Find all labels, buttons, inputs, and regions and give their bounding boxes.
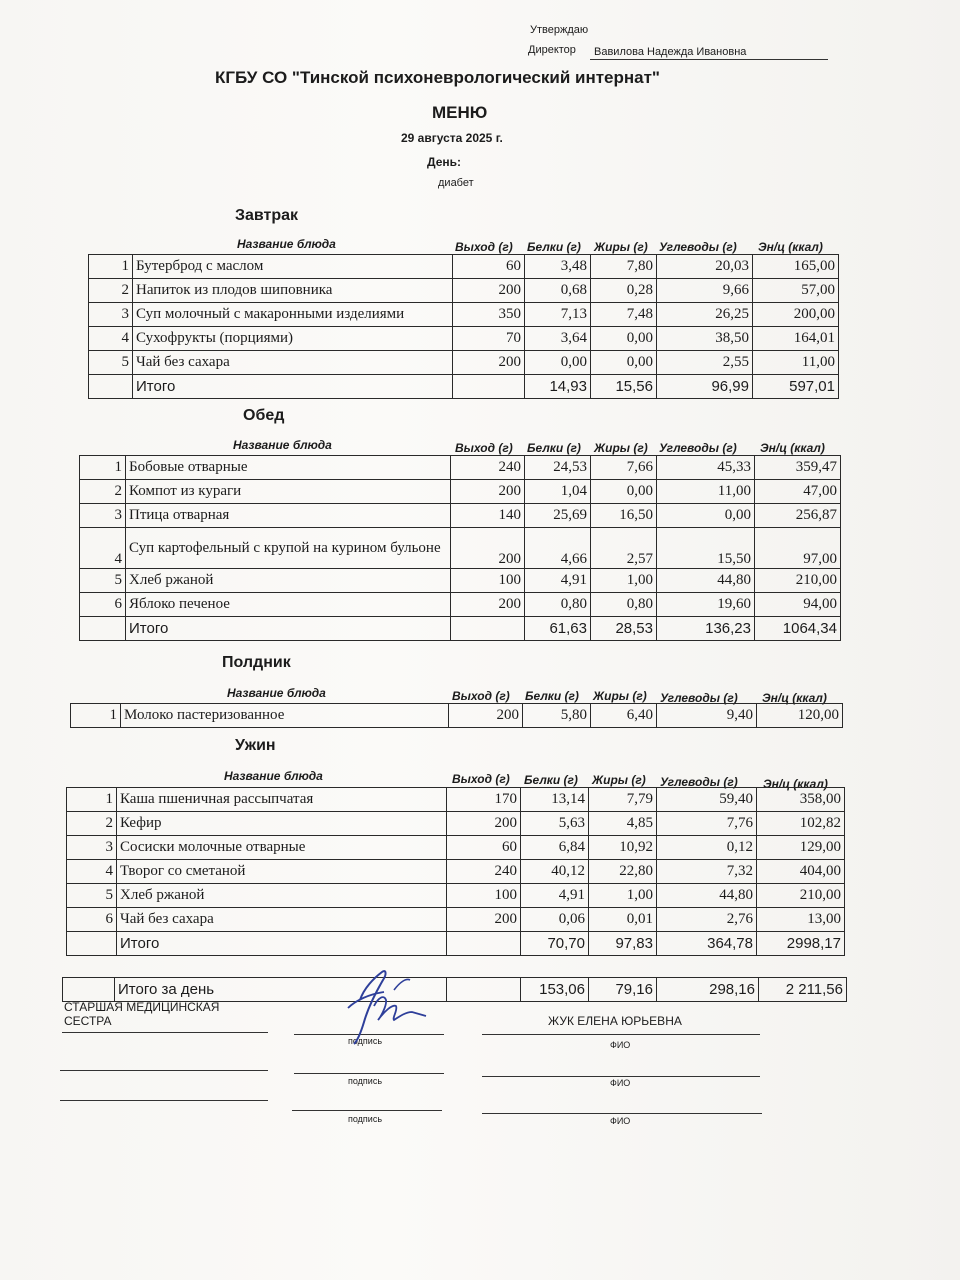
table-row [67,788,845,812]
dish-name: Бутерброд с маслом [133,255,453,279]
total-energy: 2998,17 [757,932,845,956]
total-row [80,617,841,641]
total-energy: 1064,34 [755,617,841,641]
dish-energy: 11,00 [753,351,839,375]
total-empty-cell [89,375,133,399]
dish-protein: 13,14 [521,788,589,812]
dish-name: Кефир [117,812,447,836]
table-row [89,303,839,327]
dish-fat: 0,00 [591,351,657,375]
dish-name: Хлеб ржаной [117,884,447,908]
dish-protein: 3,48 [525,255,591,279]
col-header-fat: Жиры (г) [592,773,646,787]
dish-energy: 57,00 [753,279,839,303]
dish-name: Суп молочный с макаронными изделиями [133,303,453,327]
dish-fat: 0,00 [591,480,657,504]
dish-energy: 165,00 [753,255,839,279]
row-number: 1 [71,704,121,728]
dish-out: 200 [447,908,521,932]
dish-carbs: 15,50 [657,528,755,569]
total-empty-cell [63,978,115,1002]
dish-carbs: 2,76 [657,908,757,932]
dish-carbs: 19,60 [657,593,755,617]
dish-protein: 4,91 [521,884,589,908]
dish-protein: 0,80 [525,593,591,617]
table-row [71,704,843,728]
table-row [80,456,841,480]
dish-out: 200 [453,279,525,303]
total-protein: 61,63 [525,617,591,641]
table-row [67,908,845,932]
total-label: Итого [117,932,447,956]
dish-name: Компот из кураги [126,480,451,504]
dish-carbs: 9,40 [657,704,757,728]
dish-name: Яблоко печеное [126,593,451,617]
table-row [67,836,845,860]
dish-carbs: 0,12 [657,836,757,860]
section-title-dinner: Ужин [235,737,276,754]
table-row [89,279,839,303]
dish-carbs: 0,00 [657,504,755,528]
row-number: 5 [67,884,117,908]
dish-name: Птица отварная [126,504,451,528]
signature-caption-2: подпись [348,1076,383,1086]
approve-label: Утверждаю [530,24,589,36]
dish-carbs: 59,40 [657,788,757,812]
director-underline [590,59,828,60]
dish-energy: 47,00 [755,480,841,504]
dish-name: Сосиски молочные отварные [117,836,447,860]
role-line-2 [60,1070,268,1071]
dish-protein: 6,84 [521,836,589,860]
total-row [67,932,845,956]
dish-fat: 0,28 [591,279,657,303]
dish-protein: 3,64 [525,327,591,351]
table-row [67,812,845,836]
dish-fat: 4,85 [589,812,657,836]
table-row [80,569,841,593]
dish-protein: 7,13 [525,303,591,327]
fio-caption-1: ФИО [610,1040,631,1050]
row-number: 4 [80,528,126,569]
dish-protein: 1,04 [525,480,591,504]
table-row [89,351,839,375]
dish-fat: 0,01 [589,908,657,932]
dish-carbs: 11,00 [657,480,755,504]
total-empty-cell [453,375,525,399]
table-row [89,327,839,351]
dish-carbs: 7,32 [657,860,757,884]
day-total-carbs: 298,16 [657,978,759,1002]
dish-energy: 164,01 [753,327,839,351]
dish-fat: 7,66 [591,456,657,480]
col-header-protein: Белки (г) [524,773,578,787]
table-row [80,504,841,528]
total-empty-cell [80,617,126,641]
organization-title: КГБУ СО "Тинской психоневрологический интернат" [215,68,660,87]
row-number: 4 [89,327,133,351]
dish-name: Сухофрукты (порциями) [133,327,453,351]
dish-carbs: 26,25 [657,303,753,327]
col-header-protein: Белки (г) [527,441,581,455]
col-header-out: Выход (г) [452,689,510,703]
menu-title: МЕНЮ [432,103,488,122]
dish-out: 60 [453,255,525,279]
col-header-carbs: Углеводы (г) [659,240,737,254]
dish-carbs: 20,03 [657,255,753,279]
section-title-lunch: Обед [243,407,285,424]
row-number: 2 [67,812,117,836]
total-empty-cell [447,978,521,1002]
total-empty-cell [67,932,117,956]
dish-out: 240 [447,860,521,884]
dish-out: 200 [451,593,525,617]
dish-energy: 120,00 [757,704,843,728]
dish-energy: 102,82 [757,812,845,836]
table-row [89,255,839,279]
col-header-fat: Жиры (г) [594,240,648,254]
day-total-table [62,977,847,1002]
dish-energy: 358,00 [757,788,845,812]
col-header-fat: Жиры (г) [593,689,647,703]
dish-out: 200 [453,351,525,375]
total-label: Итого [126,617,451,641]
fio-line-3 [482,1113,762,1114]
dish-name: Напиток из плодов шиповника [133,279,453,303]
day-total-protein: 153,06 [521,978,589,1002]
dish-fat: 7,48 [591,303,657,327]
diet-name: диабет [438,177,474,189]
fio-caption-3: ФИО [610,1116,631,1126]
dish-protein: 0,68 [525,279,591,303]
fio-line-1 [482,1034,760,1035]
role-line-1 [62,1032,268,1033]
total-row [89,375,839,399]
signature-line-2 [294,1073,444,1074]
day-total-row [63,978,847,1002]
total-fat: 97,83 [589,932,657,956]
dish-fat: 10,92 [589,836,657,860]
total-carbs: 136,23 [657,617,755,641]
dish-fat: 16,50 [591,504,657,528]
total-empty-cell [451,617,525,641]
col-header-protein: Белки (г) [527,240,581,254]
total-energy: 597,01 [753,375,839,399]
dish-energy: 200,00 [753,303,839,327]
director-label: Директор [528,44,576,56]
dish-name: Бобовые отварные [126,456,451,480]
table-row [67,860,845,884]
row-number: 4 [67,860,117,884]
col-header-protein: Белки (г) [525,689,579,703]
dish-carbs: 44,80 [657,884,757,908]
dish-protein: 4,66 [525,528,591,569]
dish-energy: 210,00 [755,569,841,593]
dish-carbs: 9,66 [657,279,753,303]
total-fat: 28,53 [591,617,657,641]
dish-energy: 94,00 [755,593,841,617]
dish-carbs: 44,80 [657,569,755,593]
dish-name: Чай без сахара [117,908,447,932]
dish-fat: 7,80 [591,255,657,279]
dish-energy: 256,87 [755,504,841,528]
dish-fat: 6,40 [591,704,657,728]
col-header-out: Выход (г) [455,441,513,455]
total-protein: 70,70 [521,932,589,956]
row-number: 1 [67,788,117,812]
dish-out: 350 [453,303,525,327]
day-total-label: Итого за день [115,978,447,1002]
row-number: 2 [80,480,126,504]
dish-protein: 0,06 [521,908,589,932]
director-name: Вавилова Надежда Ивановна [594,46,747,58]
col-header-energy: Эн/ц (ккал) [758,240,823,254]
total-label: Итого [133,375,453,399]
dish-name: Каша пшеничная рассыпчатая [117,788,447,812]
row-number: 2 [89,279,133,303]
dish-energy: 404,00 [757,860,845,884]
dish-energy: 13,00 [757,908,845,932]
dish-fat: 1,00 [591,569,657,593]
dinner-table [66,787,845,956]
dish-protein: 4,91 [525,569,591,593]
dish-out: 200 [447,812,521,836]
dish-protein: 5,63 [521,812,589,836]
fio-caption-2: ФИО [610,1078,631,1088]
dish-out: 200 [449,704,523,728]
col-header-name: Название блюда [227,686,326,700]
row-number: 3 [89,303,133,327]
row-number: 6 [80,593,126,617]
dish-out: 170 [447,788,521,812]
dish-protein: 24,53 [525,456,591,480]
dish-out: 240 [451,456,525,480]
signature-caption-3: подпись [348,1114,383,1124]
signature-caption-1: подпись [348,1036,383,1046]
dish-carbs: 38,50 [657,327,753,351]
col-header-energy: Эн/ц (ккал) [763,777,828,791]
table-row [80,528,841,569]
dish-out: 100 [451,569,525,593]
fio-line-2 [482,1076,760,1077]
dish-protein: 5,80 [523,704,591,728]
table-row [80,480,841,504]
dish-energy: 359,47 [755,456,841,480]
dish-energy: 210,00 [757,884,845,908]
dish-fat: 0,80 [591,593,657,617]
dish-fat: 0,00 [591,327,657,351]
role-line-3 [60,1100,268,1101]
dish-out: 60 [447,836,521,860]
dish-fat: 22,80 [589,860,657,884]
signer-name: ЖУК ЕЛЕНА ЮРЬЕВНА [548,1014,682,1028]
dish-carbs: 7,76 [657,812,757,836]
col-header-name: Название блюда [224,769,323,783]
dish-protein: 40,12 [521,860,589,884]
dish-name: Суп картофельный с крупой на курином бульоне [126,528,451,569]
table-row [67,884,845,908]
total-empty-cell [447,932,521,956]
row-number: 3 [67,836,117,860]
dish-energy: 97,00 [755,528,841,569]
dish-protein: 0,00 [525,351,591,375]
dish-carbs: 2,55 [657,351,753,375]
signature-line-3 [292,1110,442,1111]
snack-table [70,703,843,728]
col-header-carbs: Углеводы (г) [659,441,737,455]
signer-role: СТАРШАЯ МЕДИЦИНСКАЯ СЕСТРА [64,1000,220,1028]
dish-out: 70 [453,327,525,351]
dish-out: 100 [447,884,521,908]
dish-out: 200 [451,528,525,569]
col-header-out: Выход (г) [455,240,513,254]
col-header-carbs: Углеводы (г) [660,691,738,705]
row-number: 1 [89,255,133,279]
col-header-name: Название блюда [233,438,332,452]
dish-name: Чай без сахара [133,351,453,375]
lunch-table [79,455,841,641]
col-header-name: Название блюда [237,237,336,251]
dish-protein: 25,69 [525,504,591,528]
table-row [80,593,841,617]
total-fat: 15,56 [591,375,657,399]
row-number: 3 [80,504,126,528]
dish-name: Хлеб ржаной [126,569,451,593]
breakfast-table [88,254,839,399]
col-header-energy: Эн/ц (ккал) [762,691,827,705]
section-title-snack: Полдник [222,654,291,671]
menu-date: 29 августа 2025 г. [401,131,503,145]
day-total-fat: 79,16 [589,978,657,1002]
row-number: 5 [89,351,133,375]
dish-energy: 129,00 [757,836,845,860]
day-label: День: [427,155,461,169]
section-title-breakfast: Завтрак [235,207,299,224]
dish-fat: 1,00 [589,884,657,908]
col-header-energy: Эн/ц (ккал) [760,441,825,455]
dish-out: 140 [451,504,525,528]
total-carbs: 96,99 [657,375,753,399]
dish-out: 200 [451,480,525,504]
row-number: 5 [80,569,126,593]
col-header-fat: Жиры (г) [594,441,648,455]
dish-fat: 2,57 [591,528,657,569]
col-header-carbs: Углеводы (г) [660,775,738,789]
row-number: 1 [80,456,126,480]
dish-fat: 7,79 [589,788,657,812]
col-header-out: Выход (г) [452,772,510,786]
row-number: 6 [67,908,117,932]
total-carbs: 364,78 [657,932,757,956]
day-total-energy: 2 211,56 [759,978,847,1002]
handwritten-signature [330,960,440,1050]
dish-carbs: 45,33 [657,456,755,480]
dish-name: Творог со сметаной [117,860,447,884]
dish-name: Молоко пастеризованное [121,704,449,728]
total-protein: 14,93 [525,375,591,399]
